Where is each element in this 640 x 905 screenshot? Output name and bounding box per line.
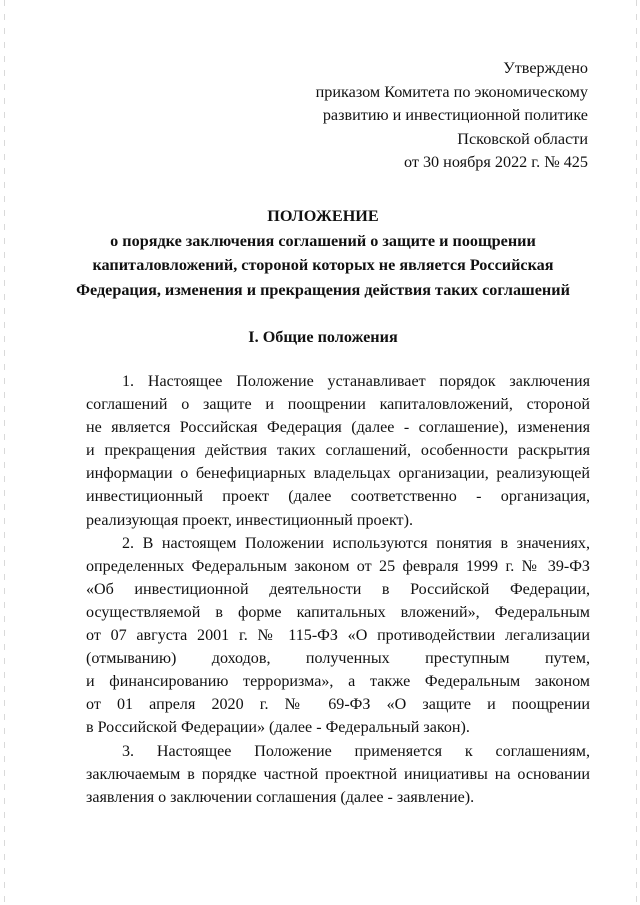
paragraph-line: определенных Федеральным законом от 25 февраля 1999 г. № 39-ФЗ bbox=[86, 557, 590, 575]
paragraph-line: 2. В настоящем Положении используются понятия в значениях, bbox=[122, 534, 590, 552]
approval-block bbox=[268, 57, 588, 175]
paragraph-line: 1. Настоящее Положение устанавливает порядок заключения bbox=[122, 373, 590, 390]
paragraph-line: инвестиционный проект (далее соответственно - организация, bbox=[86, 488, 590, 506]
approval-line: приказом Комитета по экономическому bbox=[315, 82, 588, 101]
title-subline: о порядке заключения соглашений о защите и поощрении bbox=[110, 231, 536, 250]
paragraph-line: от 01 апреля 2020 г. № 69-ФЗ «О защите и поощрении bbox=[86, 696, 590, 714]
paragraph-line: информации о бенефициарных владельцах организации, реализующей bbox=[86, 465, 590, 483]
paragraph-line: заключаемым в порядке частной проектной инициативы на основании bbox=[86, 765, 590, 783]
title-subline: капиталовложений, стороной которых не является Российская bbox=[92, 256, 554, 274]
approval-line: развитию и инвестиционной политике bbox=[322, 106, 588, 125]
paragraph-line: 3. Настоящее Положение применяется к соглашениям, bbox=[122, 742, 590, 760]
body-text bbox=[86, 370, 590, 809]
title-main: ПОЛОЖЕНИЕ bbox=[267, 207, 379, 225]
paragraph-line: «Об инвестиционной деятельности в Российской Федерации, bbox=[86, 580, 590, 598]
paragraph-line: соглашений о защите и поощрении капиталовложений, стороной bbox=[86, 396, 590, 414]
paragraph-line: заявления о заключении соглашения (далее - заявление). bbox=[86, 788, 475, 806]
paragraph-line: и прекращения действия таких соглашений, особенности раскрытия bbox=[86, 442, 590, 460]
page-edge-right bbox=[636, 0, 637, 905]
page-edge-left bbox=[4, 0, 5, 905]
approval-line: Псковской области bbox=[457, 129, 588, 148]
document-title bbox=[58, 204, 588, 302]
paragraph-line: осуществляемой в форме капитальных вложений», Федеральным bbox=[86, 603, 590, 621]
paragraph-line: реализующая проект, инвестиционный проект). bbox=[86, 511, 413, 529]
title-subline: Федерация, изменения и прекращения действия таких соглашений bbox=[76, 280, 570, 299]
paragraph-line: от 07 августа 2001 г. № 115-ФЗ «О противодействии легализации bbox=[86, 627, 590, 645]
approval-line: от 30 ноября 2022 г. № 425 bbox=[403, 153, 588, 172]
approval-line: Утверждено bbox=[503, 59, 588, 77]
paragraph-line: (отмыванию) доходов, полученных преступным путем, bbox=[86, 650, 590, 668]
section-heading: I. Общие положения bbox=[248, 328, 398, 346]
paragraph-line: в Российской Федерации» (далее - Федеральный закон). bbox=[86, 719, 470, 737]
paragraph-line: и финансированию терроризма», а также Федеральным законом bbox=[86, 673, 590, 691]
paragraph-line: не является Российская Федерация (далее - соглашение), изменения bbox=[86, 419, 590, 437]
